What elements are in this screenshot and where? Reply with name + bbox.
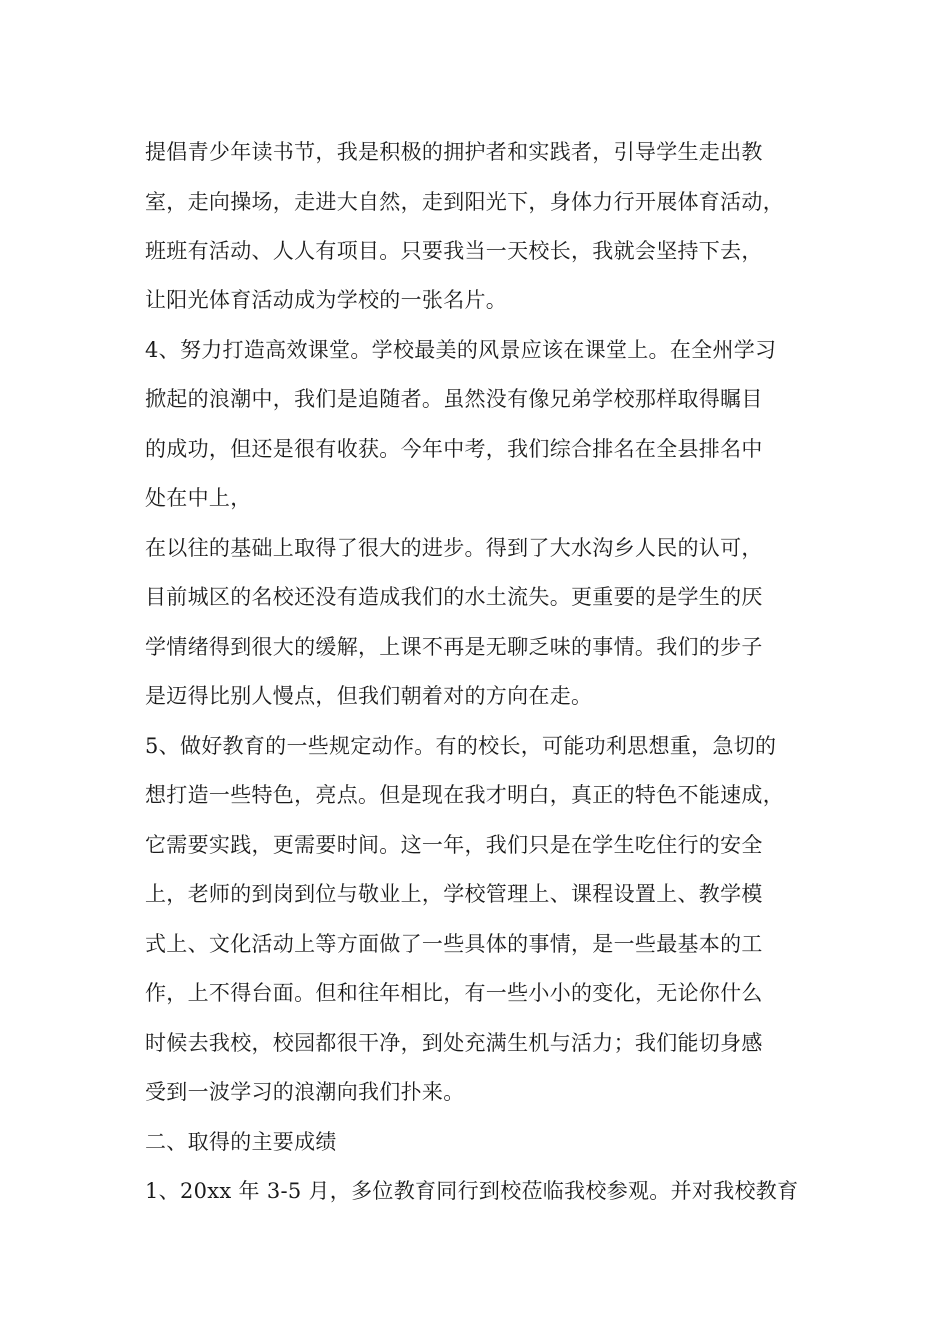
text-line: 学情绪得到很大的缓解，上课不再是无聊乏味的事情。我们的步子 [145, 635, 763, 659]
text-line: 作，上不得台面。但和往年相比，有一些小小的变化，无论你什么 [145, 981, 763, 1005]
section-heading: 二、取得的主要成绩 [145, 1130, 337, 1154]
text-line: 5、做好教育的一些规定动作。有的校长，可能功利思想重，急切的 [145, 734, 777, 758]
text-line: 4、努力打造高效课堂。学校最美的风景应该在课堂上。在全州学习 [145, 338, 777, 362]
text-line: 1、20xx 年 3-5 月，多位教育同行到校莅临我校参观。并对我校教育 [145, 1179, 799, 1203]
text-line: 班班有活动、人人有项目。只要我当一天校长，我就会坚持下去， [145, 239, 763, 263]
text-line: 式上、文化活动上等方面做了一些具体的事情，是一些最基本的工 [145, 932, 763, 956]
text-line: 让阳光体育活动成为学校的一张名片。 [145, 288, 508, 312]
text-line: 它需要实践，更需要时间。这一年，我们只是在学生吃住行的安全 [145, 833, 763, 857]
text-line: 掀起的浪潮中，我们是追随者。虽然没有像兄弟学校那样取得瞩目 [145, 387, 763, 411]
text-line: 提倡青少年读书节，我是积极的拥护者和实践者，引导学生走出教 [145, 140, 763, 164]
text-line: 室，走向操场，走进大自然，走到阳光下，身体力行开展体育活动， [145, 190, 784, 214]
text-line: 是迈得比别人慢点，但我们朝着对的方向在走。 [145, 684, 593, 708]
text-line: 想打造一些特色，亮点。但是现在我才明白，真正的特色不能速成， [145, 783, 784, 807]
text-line: 处在中上， [145, 486, 252, 510]
text-line: 上，老师的到岗到位与敬业上，学校管理上、课程设置上、教学模 [145, 882, 763, 906]
text-line: 的成功，但还是很有收获。今年中考，我们综合排名在全县排名中 [145, 437, 763, 461]
text-line: 时候去我校，校园都很干净，到处充满生机与活力；我们能切身感 [145, 1031, 763, 1055]
text-line: 受到一波学习的浪潮向我们扑来。 [145, 1080, 465, 1104]
text-line: 在以往的基础上取得了很大的进步。得到了大水沟乡人民的认可， [145, 536, 763, 560]
text-line: 目前城区的名校还没有造成我们的水土流失。更重要的是学生的厌 [145, 585, 763, 609]
